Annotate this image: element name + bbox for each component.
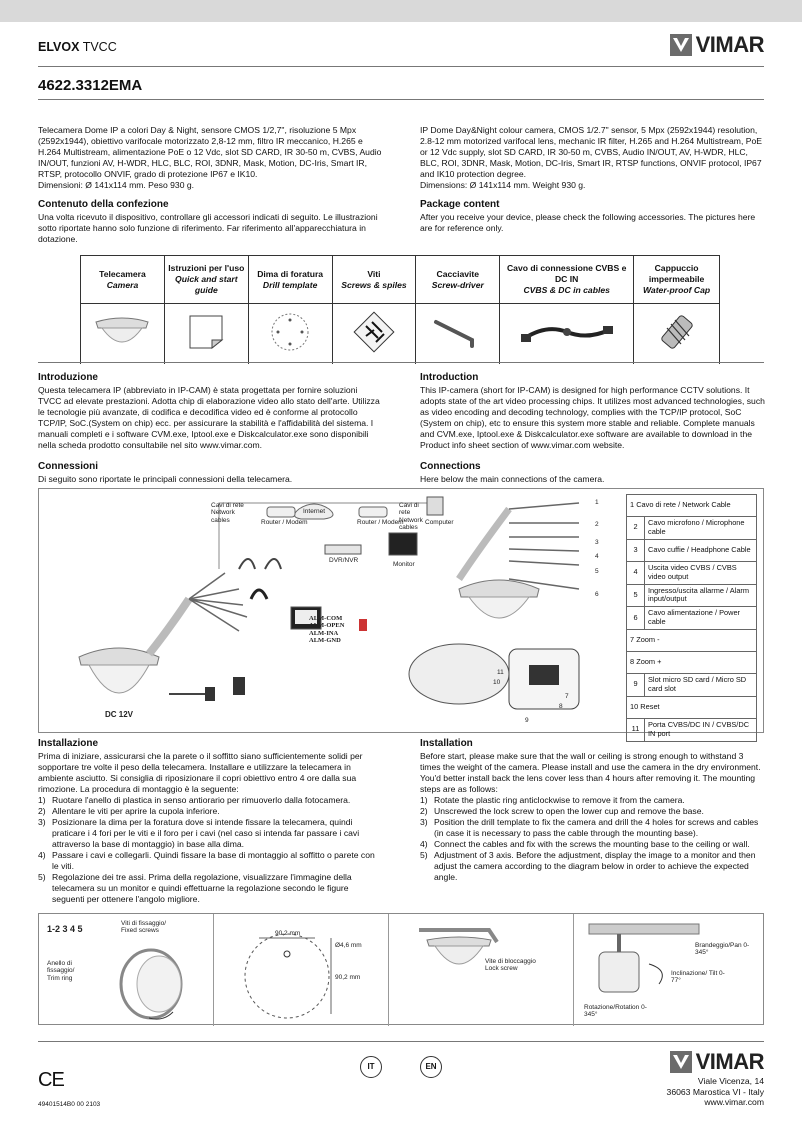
list-item: 4) Passare i cavi e collegarli. Quindi fissare la base di montaggio al soffitto o parete con le viti. <box>38 849 375 871</box>
company-address <box>667 1076 764 1108</box>
screws-bag-icon <box>352 310 396 354</box>
router2-label: Router / Modem <box>357 519 404 526</box>
address-line-2: 36063 Marostica VI - Italy <box>666 1086 764 1097</box>
pan-label: Brandeggio/Pan 0-345° <box>695 942 750 957</box>
description-en <box>420 125 765 234</box>
num-1: 1 <box>595 499 599 506</box>
num-5: 5 <box>595 568 599 575</box>
num-7: 7 <box>565 693 569 700</box>
contents-it-title: Contenuto della confezione <box>38 199 169 210</box>
legend-row: 8 Zoom + <box>627 652 757 674</box>
lock-screw-label: Vite di bloccaggio Lock screw <box>485 958 536 973</box>
model-code: 4622.3312EMA <box>38 77 143 94</box>
installation-title: Installation <box>420 738 473 749</box>
list-item: 3) Posizionare la dima per la foratura dove si intende fissare la telecamera, quindi praticare i 4 fori per le viti e il foro per i cavi (nel caso si intenda far passare i cavi attraverso la base di montaggio) in base alla dima. <box>38 816 360 849</box>
waterproof-cap-icon <box>655 310 699 354</box>
connections-text: Here below the main connections of the camera. <box>420 473 605 484</box>
network-cables2-label: Cavi di rete Network cables <box>399 502 423 532</box>
list-item: 2) Allentare le viti per aprire la cupola inferiore. <box>38 805 220 816</box>
rotation-label: Rotazione/Rotation 0-345° <box>584 1004 647 1019</box>
accessories-divider <box>38 362 764 363</box>
contents-en-title: Package content <box>420 199 500 210</box>
installation-section <box>420 738 765 883</box>
acc-cable-cell: Cavo di connessione CVBS e DC IN CVBS & DC in cables <box>500 256 634 304</box>
list-item: 5) Regolazione dei tre assi. Prima della regolazione, visualizzare l'immagine della telecamera su un monitor e quindi effettuarne la regolazione secondo le figure seguenti per ottenere l'angolo migliore. <box>38 871 352 904</box>
brand-light: TVCC <box>82 40 117 54</box>
accessories-table <box>80 255 720 364</box>
acc-guide-cell: Istruzioni per l'uso Quick and start guide <box>164 256 248 304</box>
contents-it-text: Una volta ricevuto il dispositivo, controllare gli accessori indicati di seguito. Le illustrazioni sotto riportate hanno solo funzione di riferimento. Far riferimento all'apparecchiatura in dotazione. <box>38 211 378 244</box>
connections-legend <box>626 494 757 742</box>
steps-label: 1-2 3 4 5 <box>47 924 83 934</box>
installation-text: Before start, please make sure that the wall or ceiling is strong enough to withstand 3 times the weight of the camera. Please install and use the camera in the dry environment. You'd better install back the lens cover less than 4 hours after removing it. The mounting steps are as follows: <box>420 750 761 794</box>
connection-cable-icon <box>517 312 617 352</box>
acc-cap-img <box>634 304 720 364</box>
legend-row: 1 Cavo di rete / Network Cable <box>627 495 757 517</box>
network-cables-label: Cavi di rete Network cables <box>211 502 244 524</box>
introduzione-section <box>38 372 383 485</box>
introduzione-text: Questa telecamera IP (abbreviato in IP-CAM) è stata progettata per fornire soluzioni TVCC ad elevate prestazioni. Adotta chip di elaborazione video allo stato dell'arte. Utilizza le tecnologie più avanzate, di codifica e decodifica video ed è conforme al protocollo TCP/IP, SoC.(System on chip) ecc. per assicurare la stabilità e l'affidabilità del sistema. I manuali completi e i software CVM.exe, Iptool.exe e Diskcalculator.exe sono disponibili nella scheda prodotto consultabile nel sito www.vimar.com. <box>38 384 380 450</box>
acc-screws-cell: Viti Screws & spiles <box>332 256 416 304</box>
list-item: 2) Unscrewed the lock screw to open the lower cup and remove the base. <box>420 805 704 816</box>
screwdriver-icon <box>428 312 488 352</box>
lang-en-badge: EN <box>420 1056 442 1078</box>
dvr-label: DVR/NVR <box>329 557 359 564</box>
num-4: 4 <box>595 553 599 560</box>
connessioni-title: Connessioni <box>38 460 99 472</box>
installation-steps <box>420 795 765 883</box>
guide-sheet-icon <box>184 312 228 352</box>
drill-template-icon <box>268 310 312 354</box>
acc-driver-img <box>416 304 500 364</box>
dim-side-label: 90,2 mm <box>335 974 361 981</box>
introduzione-title: Introduzione <box>38 372 98 383</box>
acc-camera-img <box>81 304 165 364</box>
header-divider <box>38 66 764 67</box>
acc-guide-img <box>164 304 248 364</box>
dims-it: Dimensioni: Ø 141x114 mm. Peso 930 g. <box>38 180 195 190</box>
legend-row: 7 Zoom - <box>627 630 757 652</box>
model-divider <box>38 99 764 100</box>
dome-camera-icon <box>90 312 154 352</box>
alarm-labels: ALM-COM ALM-OPEN ALM-INA ALM-GND <box>309 615 345 645</box>
footer-vimar-logo <box>670 1048 764 1076</box>
num-11: 11 <box>497 669 504 676</box>
brand-bold: ELVOX <box>38 40 80 54</box>
website-link[interactable]: www.vimar.com <box>704 1097 764 1108</box>
legend-row: 10 Reset <box>627 696 757 718</box>
installazione-text: Prima di iniziare, assicurarsi che la parete o il soffitto siano sufficientemente solidi per sopportare tre volte il peso della telecamera. Installare e utilizzare la telecamera in ambiente asciutto. Si consiglia di riposizionare il copri obiettivo entro 4 ore dalla sua rimozione. La procedura di montaggio è la seguente: <box>38 750 363 794</box>
num-10: 10 <box>493 679 501 686</box>
acc-screws-img <box>332 304 416 364</box>
connections-illustration <box>39 489 629 732</box>
intro-it-text: Telecamera Dome IP a colori Day & Night, sensore CMOS 1/2,7", risoluzione 5 Mpx (2592x1944), obiettivo varifocale motorizzato 2,8-12 mm, filtro IR meccanico, H.265 e H.264 Multistream, alimentazione PoE o 12 Vdc, slot SD CARD, IR 30-50 m, CVBS, Audio IN/OUT, funzioni AV, H-WDR, HLC, BLC, ROI, 3DNR, Mask, Motion, DC-Iris, Smart IR, RTSP, protocollo ONVIF, grado di protezione IP67 e IK10. <box>38 125 382 179</box>
acc-cable-img <box>500 304 634 364</box>
list-item: 5) Adjustment of 3 axis. Before the adjustment, display the image to a monitor and then adjust the camera according to the diagram below in order to achieve the expected angle. <box>420 849 756 882</box>
ce-mark: CE <box>38 1069 64 1091</box>
trim-ring-label: Anello di fissaggio/ Trim ring <box>47 960 75 982</box>
installazione-section <box>38 738 383 905</box>
legend-row: 11 Porta CVBS/DC IN / CVBS/DC IN port <box>627 718 757 741</box>
dims-en: Dimensions: Ø 141x114 mm. Weight 930 g. <box>420 180 586 190</box>
internet-label: Internet <box>303 508 326 515</box>
acc-driver-cell: Cacciavite Screw-driver <box>416 256 500 304</box>
installazione-title: Installazione <box>38 738 99 749</box>
vimar-logo <box>670 31 764 59</box>
legend-row: 5 Ingresso/uscita allarme / Alarm input/output <box>627 584 757 607</box>
list-item: 3) Position the drill template to fix the camera and drill the 4 holes for screws and cables (in case it is necessary to pass the cable through the mounting base). <box>420 816 759 838</box>
legend-row: 6 Cavo alimentazione / Power cable <box>627 607 757 630</box>
intro-en-text: IP Dome Day&Night colour camera, CMOS 1/2.7" sensor, 5 Mpx (2592x1944) resolution, 2.8-12 mm motorized varifocal lens, mechanic IR filter, H.265 and H.264 Multistream, PoE or 12 Vdc supply, slot SD CARD, IR 30-50 m, CVBS, Audio IN/OUT, AV, H-WDR, HLC, BLC, ROI, 3DNR, Mask, Motion, DC-Iris, Smart IR, RTSP functions, ONVIF protocol, IP67 and IK10 protection degree. <box>420 125 762 179</box>
list-item: 1) Rotate the plastic ring anticlockwise to remove it from the camera. <box>420 794 685 805</box>
legend-row: 3 Cavo cuffie / Headphone Cable <box>627 539 757 561</box>
num-6: 6 <box>595 591 599 598</box>
introduction-section <box>420 372 765 485</box>
document-code: 49401514B0 00 2103 <box>38 1101 101 1108</box>
num-8: 8 <box>559 703 563 710</box>
vimar-logo-icon <box>670 34 692 56</box>
num-2: 2 <box>595 521 599 528</box>
dim-hole-label: Ø4,6 mm <box>335 942 362 949</box>
acc-template-cell: Dima di foratura Drill template <box>248 256 332 304</box>
footer-divider <box>38 1041 764 1042</box>
introduction-title: Introduction <box>420 372 479 383</box>
list-item: 1) Ruotare l'anello di plastica in senso antiorario per rimuoverlo dalla fotocamera. <box>38 794 351 805</box>
num-9: 9 <box>525 717 529 724</box>
contents-en-text: After you receive your device, please check the following accessories. The pictures here are for reference only. <box>420 211 756 233</box>
legend-row: 9 Slot micro SD card / Micro SD card slot <box>627 674 757 697</box>
vimar-logo-icon <box>670 1051 692 1073</box>
legend-row: 2 Cavo microfono / Microphone cable <box>627 517 757 540</box>
acc-template-img <box>248 304 332 364</box>
monitor-label: Monitor <box>393 561 415 568</box>
connections-title: Connections <box>420 460 481 472</box>
brand-line <box>38 39 117 55</box>
lang-it-badge: IT <box>360 1056 382 1078</box>
legend-row: 4 Uscita video CVBS / CVBS video output <box>627 561 757 584</box>
acc-cap-cell: Cappuccio impermeabile Water-proof Cap <box>634 256 720 304</box>
dim-top-label: 90,2 mm <box>275 930 301 937</box>
installation-figures <box>38 913 764 1025</box>
logo-text: VIMAR <box>695 32 764 57</box>
top-bar <box>0 0 802 22</box>
dc12v-label: DC 12V <box>105 710 134 719</box>
connessioni-text: Di seguito sono riportate le principali connessioni della telecamera. <box>38 473 293 484</box>
computer-label: Computer <box>425 519 454 526</box>
address-line-1: Viale Vicenza, 14 <box>697 1076 764 1086</box>
fixed-screws-label: Viti di fissaggio/ Fixed screws <box>121 920 167 935</box>
description-it <box>38 125 383 245</box>
introduction-text: This IP-camera (short for IP-CAM) is designed for high performance CCTV solutions. It adopts state of the art video processing chips. It utilizes most advanced technologies, such as video encoding and decoding technology, complies with the TCP/IP protocol, SoC (System on chip), etc to ensure this system more stable and reliable. Complete manuals and CVM.exe, Iptool.exe & Diskcalculator.exe software are available to download in the Product info sheet section of www.vimar.com website. <box>420 384 765 450</box>
footer-logo-text: VIMAR <box>695 1049 764 1074</box>
acc-camera-cell: Telecamera Camera <box>81 256 165 304</box>
tilt-label: Inclinazione/ Tilt 0-77° <box>671 970 725 985</box>
router1-label: Router / Modem <box>261 519 308 526</box>
list-item: 4) Connect the cables and fix with the screws the mounting base to the ceiling or wall. <box>420 838 750 849</box>
installazione-steps <box>38 795 383 905</box>
num-3: 3 <box>595 539 599 546</box>
